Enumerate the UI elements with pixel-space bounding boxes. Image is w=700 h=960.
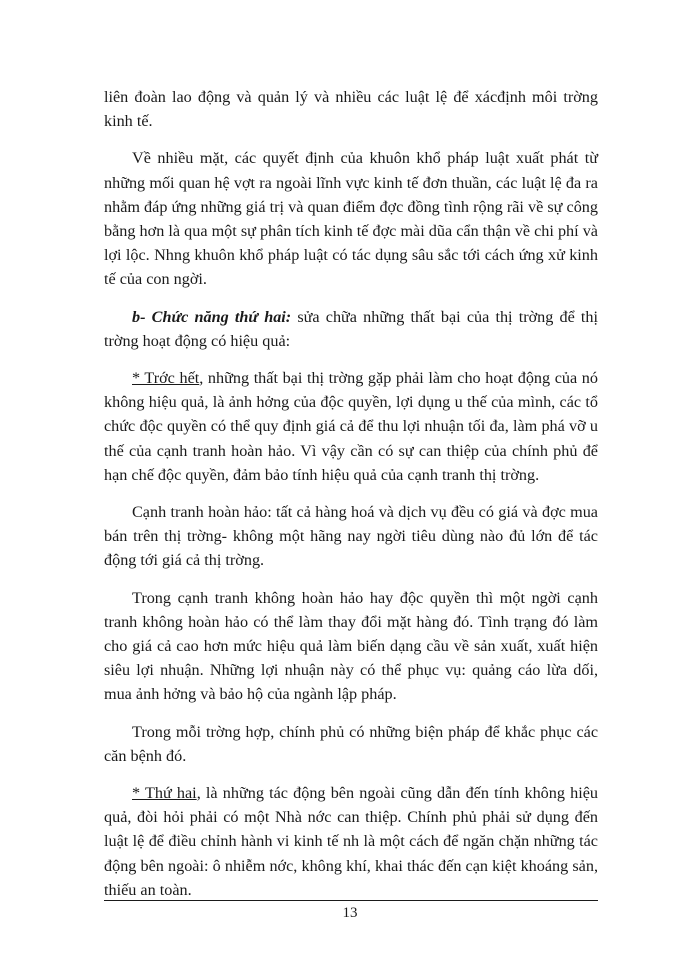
body-text: [104, 85, 598, 915]
paragraph-text: sửa chữa những thất bại của thị trờng để thị trờng hoạt động có hiệu quả:: [104, 307, 599, 350]
paragraph-continued: [104, 85, 598, 133]
section-heading: b- Chức năng thứ hai:: [132, 307, 292, 326]
paragraph-text: Trong mỗi trờng hợp, chính phủ có những biện pháp để khắc phục các căn bệnh đó.: [104, 722, 598, 765]
paragraph-text: liên đoàn lao động và quản lý và nhiều các luật lệ để xácđịnh môi trờng kinh tế.: [104, 88, 598, 131]
point-lead-second: * Thứ hai: [132, 784, 197, 803]
paragraph-text: , những thất bại thị trờng gặp phải làm cho hoạt động của nó không hiệu quả, là ảnh hởng của độc quyền, lợi dụng u thế của mình, các tổ chức độc quyền có thể quy định giá cả để thu lợi nhuận tối đa, làm phá vỡ u thế của cạnh tranh hoàn hảo. Vì vậy cần có sự can thiệp của chính phủ để hạn chế độc quyền, đảm bảo tính hiệu quả của cạnh tranh thị trờng.: [104, 369, 598, 484]
paragraph: [104, 500, 598, 573]
paragraph-text: Cạnh tranh hoàn hảo: tất cả hàng hoá và dịch vụ đều có giá và đợc mua bán trên thị trờng- không một hãng nay ngời tiêu dùng nào đủ lớn để tác động tới giá cả thị trờng.: [104, 503, 598, 570]
paragraph: [104, 781, 598, 902]
page-number: 13: [342, 905, 358, 921]
paragraph-text: , là những tác động bên ngoài cũng dẫn đến tính không hiệu quả, đòi hỏi phải có một Nhà nớc can thiệp. Chính phủ phải sử dụng đến luật lệ để điều chỉnh hành vi kinh tế nh là một cách để ngăn chặn những tác động bên ngoài: ô nhiễm nớc, không khí, khai thác đến cạn kiệt khoáng sản, thiếu an toàn.: [104, 784, 598, 899]
paragraph: [104, 720, 598, 768]
paragraph-text: Trong cạnh tranh không hoàn hảo hay độc quyền thì một ngời cạnh tranh không hoàn hảo có thể làm thay đổi mặt hàng đó. Tình trạng đó làm cho giá cả cao hơn mức hiệu quả làm biến dạng cầu về sản xuất, xuất hiện siêu lợi nhuận. Những lợi nhuận này có thể phục vụ: quảng cáo lừa dối, mua ảnh hởng và bảo hộ của ngành lập pháp.: [104, 588, 598, 704]
paragraph: [104, 366, 598, 487]
footer-divider: [104, 900, 598, 901]
paragraph: [104, 586, 598, 707]
point-lead-first: * Trớc hết: [132, 369, 200, 388]
section-heading-paragraph: [104, 305, 598, 353]
paragraph-text: Về nhiều mặt, các quyết định của khuôn khổ pháp luật xuất phát từ những mối quan hệ vợt ra ngoài lĩnh vực kinh tế đơn thuần, các luật lệ đa ra nhằm đáp ứng những giá trị và quan điểm đợc đồng tình rộng rãi về sự công bằng hơn là qua một sự phân tích kinh tế đợc mài dũa cẩn thận về chi phí và lợi lộc. Nhng khuôn khổ pháp luật có tác dụng sâu sắc tới cách ứng xử kinh tế của con ngời.: [104, 149, 598, 289]
paragraph: [104, 146, 598, 291]
